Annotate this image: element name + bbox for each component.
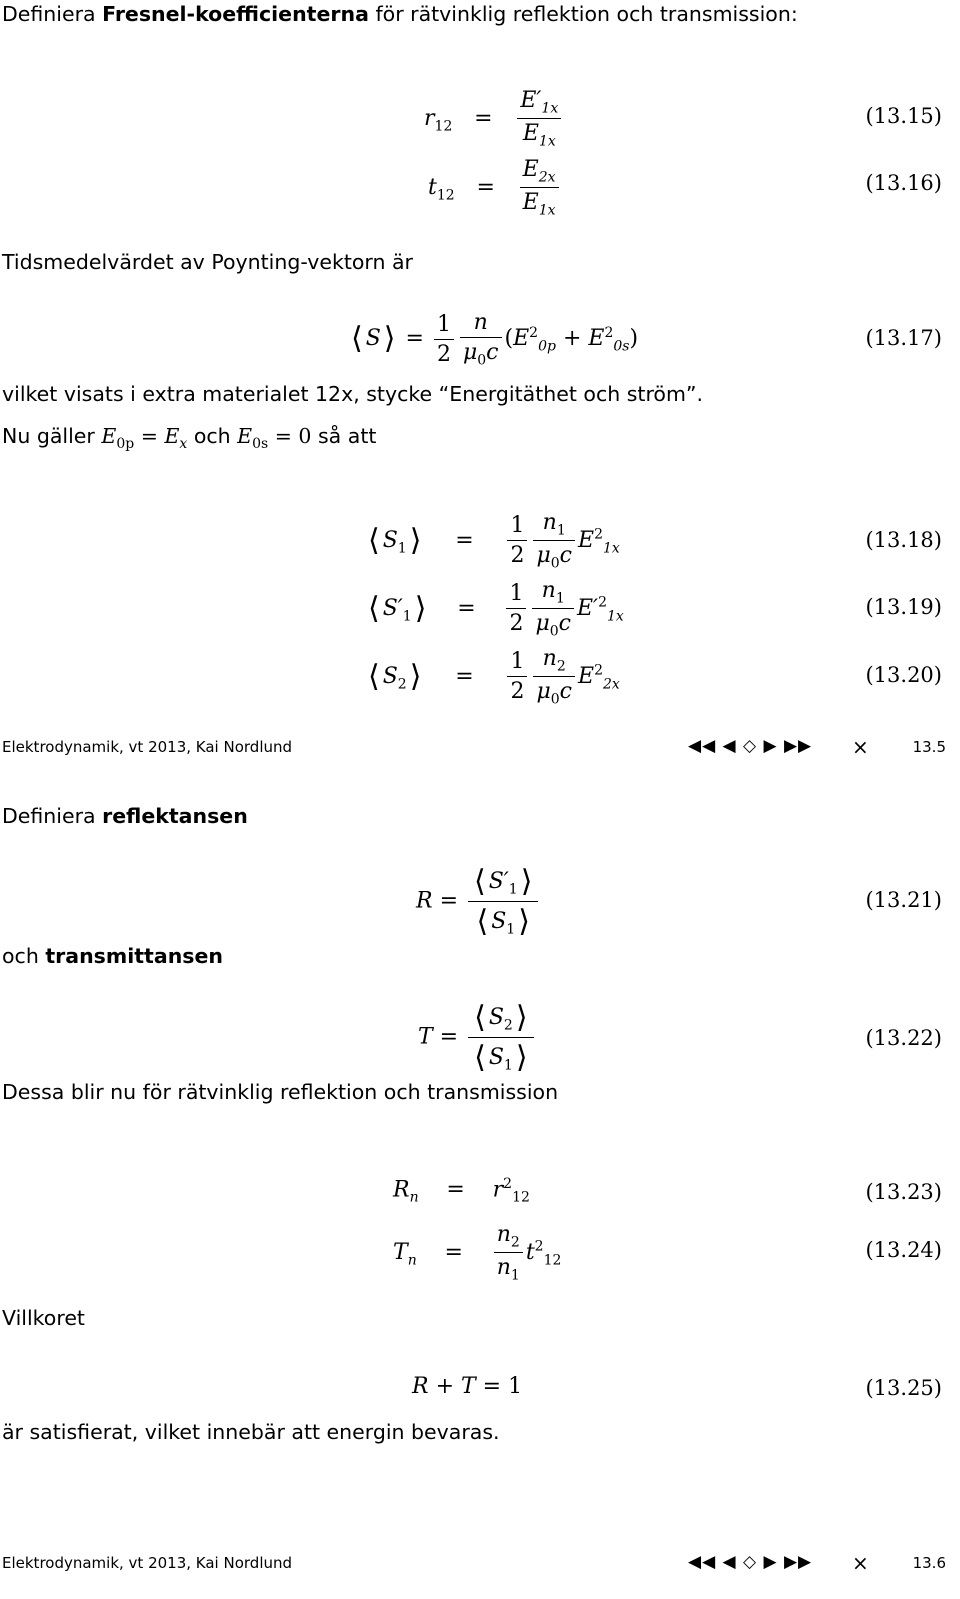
nav-arrows[interactable]: ◀◀ ◀ ◇ ▶ ▶▶: [688, 1552, 813, 1572]
slide-13-6: [0, 790, 960, 1599]
intro-post: för rätvinklig reflektion och transmission:: [368, 2, 798, 26]
eq-number-13-19: (13.19): [865, 595, 942, 619]
eq-number-13-20: (13.20): [865, 663, 942, 687]
equation-s1: ⟨ $S_1$ ⟩ = $\frac{1}{2}$ $\frac{n_1}{\mu_0c}$ $E^2_{1x}$: [368, 510, 620, 572]
trans-pre: och: [2, 944, 46, 968]
equation-poynting: ⟨ S ⟩ = $\frac{1}{2}$ $\frac{n}{\mu_0c}$ $(E^2_{0p} + E^2_{0s})$: [351, 310, 639, 369]
equation-reflectance: R = $\frac{⟨ S'_1 ⟩}{⟨ S_1 ⟩}$: [416, 864, 541, 939]
equation-t12: $t_{12}$ = $\frac{E_{2x}}{E_{1x}}$: [428, 157, 562, 219]
eq-number-13-25: (13.25): [865, 1376, 942, 1400]
equation-r12: $r_{12}$ = $\frac{E'_{1x}}{E_{1x}}$: [424, 88, 564, 150]
these-text: Dessa blir nu för rätvinklig reflektion och transmission: [2, 1080, 559, 1104]
reflectance-text: [2, 804, 248, 828]
eq-number-13-18: (13.18): [865, 528, 942, 552]
eq-number-13-21: (13.21): [865, 888, 942, 912]
close-icon[interactable]: ×: [852, 735, 870, 759]
eq-number-13-15: (13.15): [865, 104, 942, 128]
condition-text: Villkoret: [2, 1306, 85, 1330]
now-text: Nu gäller $E_{0p} = E_x$ och $E_{0s} = 0$ så att: [2, 424, 377, 453]
intro-text: [2, 2, 798, 26]
refl-pre: Definiera: [2, 804, 103, 828]
trans-bold: transmittansen: [45, 944, 223, 968]
footer-text: Elektrodynamik, vt 2013, Kai Nordlund: [2, 1554, 293, 1572]
transmittance-text: [2, 944, 223, 968]
equation-transmittance: T = $\frac{⟨ S_2 ⟩}{⟨ S_1 ⟩}$: [418, 1000, 537, 1075]
equation-tn: $T_n$ = $\frac{n_2}{n_1}$ $t^2_{12}$: [393, 1222, 562, 1284]
intro-bold: Fresnel-koefficienterna: [102, 2, 369, 26]
slide-13-5: [0, 0, 960, 790]
equation-rn: $R_n = r^2_{12}$: [393, 1176, 530, 1206]
refl-bold: reflektansen: [102, 804, 248, 828]
eq-number-13-24: (13.24): [865, 1238, 942, 1262]
close-icon[interactable]: ×: [852, 1551, 870, 1575]
now-pre: Nu gäller: [2, 424, 102, 448]
shown-text: vilket visats i extra materialet 12x, stycke “Energitäthet och ström”.: [2, 382, 704, 406]
nav-arrows[interactable]: ◀◀ ◀ ◇ ▶ ▶▶: [688, 736, 813, 756]
equation-s2: ⟨ $S_2$ ⟩ = $\frac{1}{2}$ $\frac{n_2}{\mu_0c}$ $E^2_{2x}$: [368, 646, 620, 708]
satisfied-text: är satisfierat, vilket innebär att energin bevaras.: [2, 1420, 500, 1444]
footer-text: Elektrodynamik, vt 2013, Kai Nordlund: [2, 738, 293, 756]
eq-number-13-22: (13.22): [865, 1026, 942, 1050]
page-number: 13.5: [912, 738, 946, 756]
page-number: 13.6: [912, 1554, 946, 1572]
intro-pre: Definiera: [2, 2, 103, 26]
eq-number-13-23: (13.23): [865, 1180, 942, 1204]
equation-s1-prime: ⟨ $S'_1$ ⟩ = $\frac{1}{2}$ $\frac{n_1}{\mu_0c}$ $E'^2_{1x}$: [368, 578, 624, 640]
equation-energy-conservation: R + T = 1: [412, 1374, 523, 1399]
eq-number-13-17: (13.17): [865, 326, 942, 350]
now-mid: och: [187, 424, 238, 448]
poynting-text: Tidsmedelvärdet av Poynting-vektorn är: [2, 250, 413, 274]
now-post: så att: [311, 424, 377, 448]
eq-number-13-16: (13.16): [865, 171, 942, 195]
